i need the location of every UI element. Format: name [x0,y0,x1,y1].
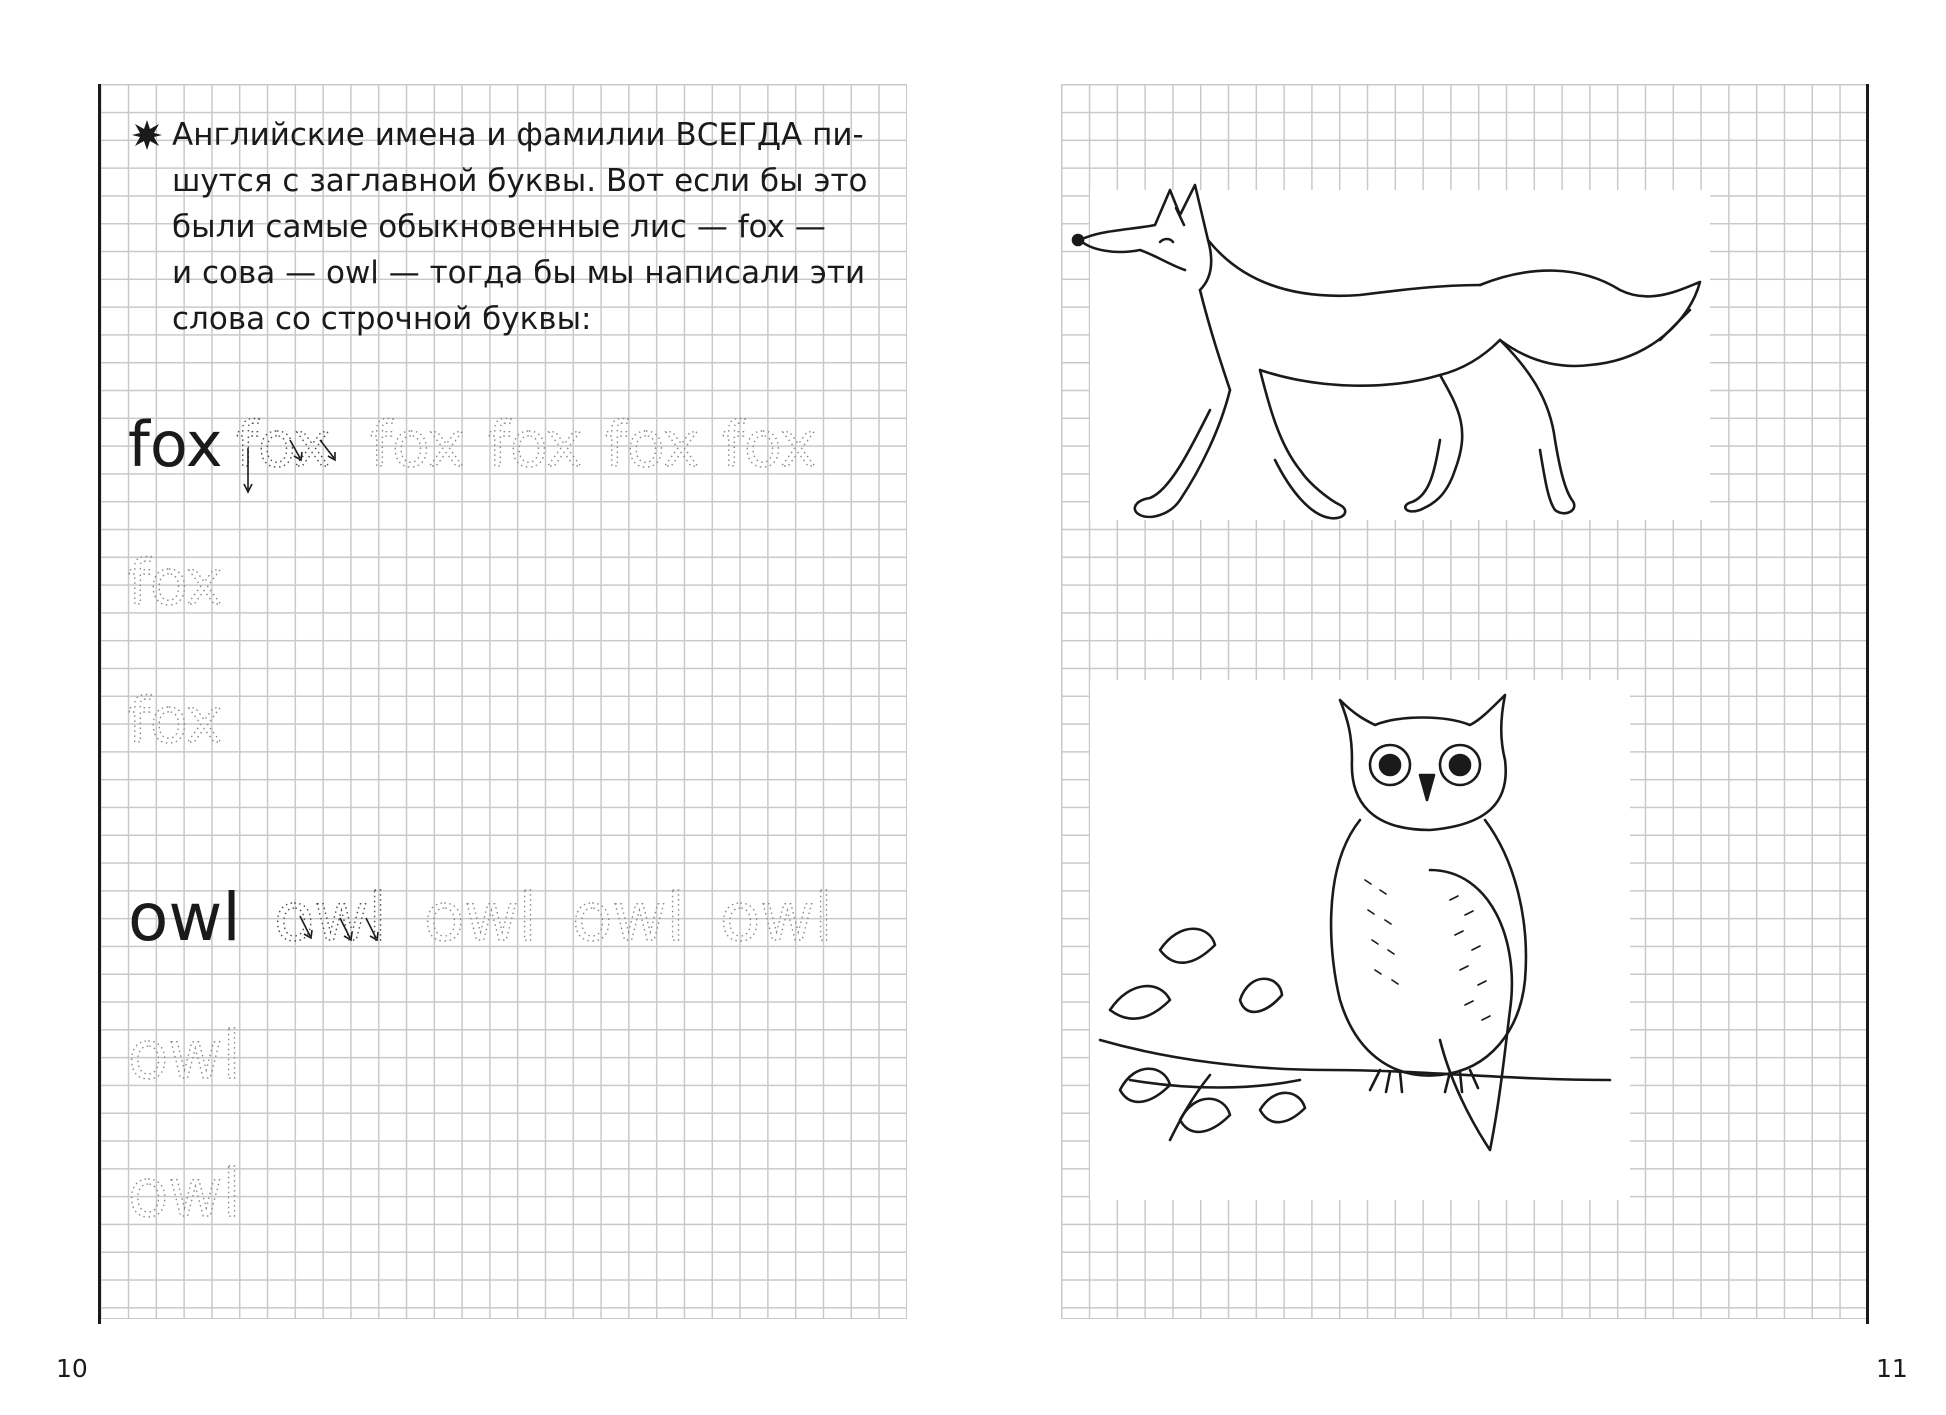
intro-line-3: были самые обыкновенные лис — fox — [172,209,826,245]
owl-trace-word: owl [424,879,537,956]
fox-sample-word: fox [128,408,223,481]
page-number-right: 11 [1876,1354,1908,1383]
intro-line-5: слова со строчной буквы: [172,301,592,337]
fox-guided-trace: fox [236,408,331,481]
owl-guided-trace: owl [274,879,387,956]
right-page-margin-line [1866,84,1869,1324]
fox-trace-word: fox [605,408,700,481]
fox-illustration [1060,170,1840,540]
fox-trace-word: fox [722,408,817,481]
owl-trace-word: owl [572,879,685,956]
owl-trace-word: owl [128,1155,241,1232]
intro-line-4: и сова — owl — тогда бы мы написали эти [172,255,866,291]
owl-on-branch-illustration [1090,680,1630,1200]
intro-line-2: шутся с заглавной буквы. Вот если бы это [172,163,868,199]
intro-line-1: Английские имена и фамилии ВСЕГДА пи- [172,117,864,153]
fox-illustration-background [1090,190,1710,520]
owl-trace-word: owl [720,879,833,956]
page-number-left: 10 [56,1354,88,1383]
owl-trace-word: owl [128,1017,241,1094]
fox-trace-word: fox [128,684,223,757]
fox-trace-word: fox [370,408,465,481]
owl-illustration-background [1090,680,1630,1200]
fox-trace-word: fox [488,408,583,481]
fox-trace-word: fox [128,546,223,619]
owl-sample-word: owl [128,879,241,956]
